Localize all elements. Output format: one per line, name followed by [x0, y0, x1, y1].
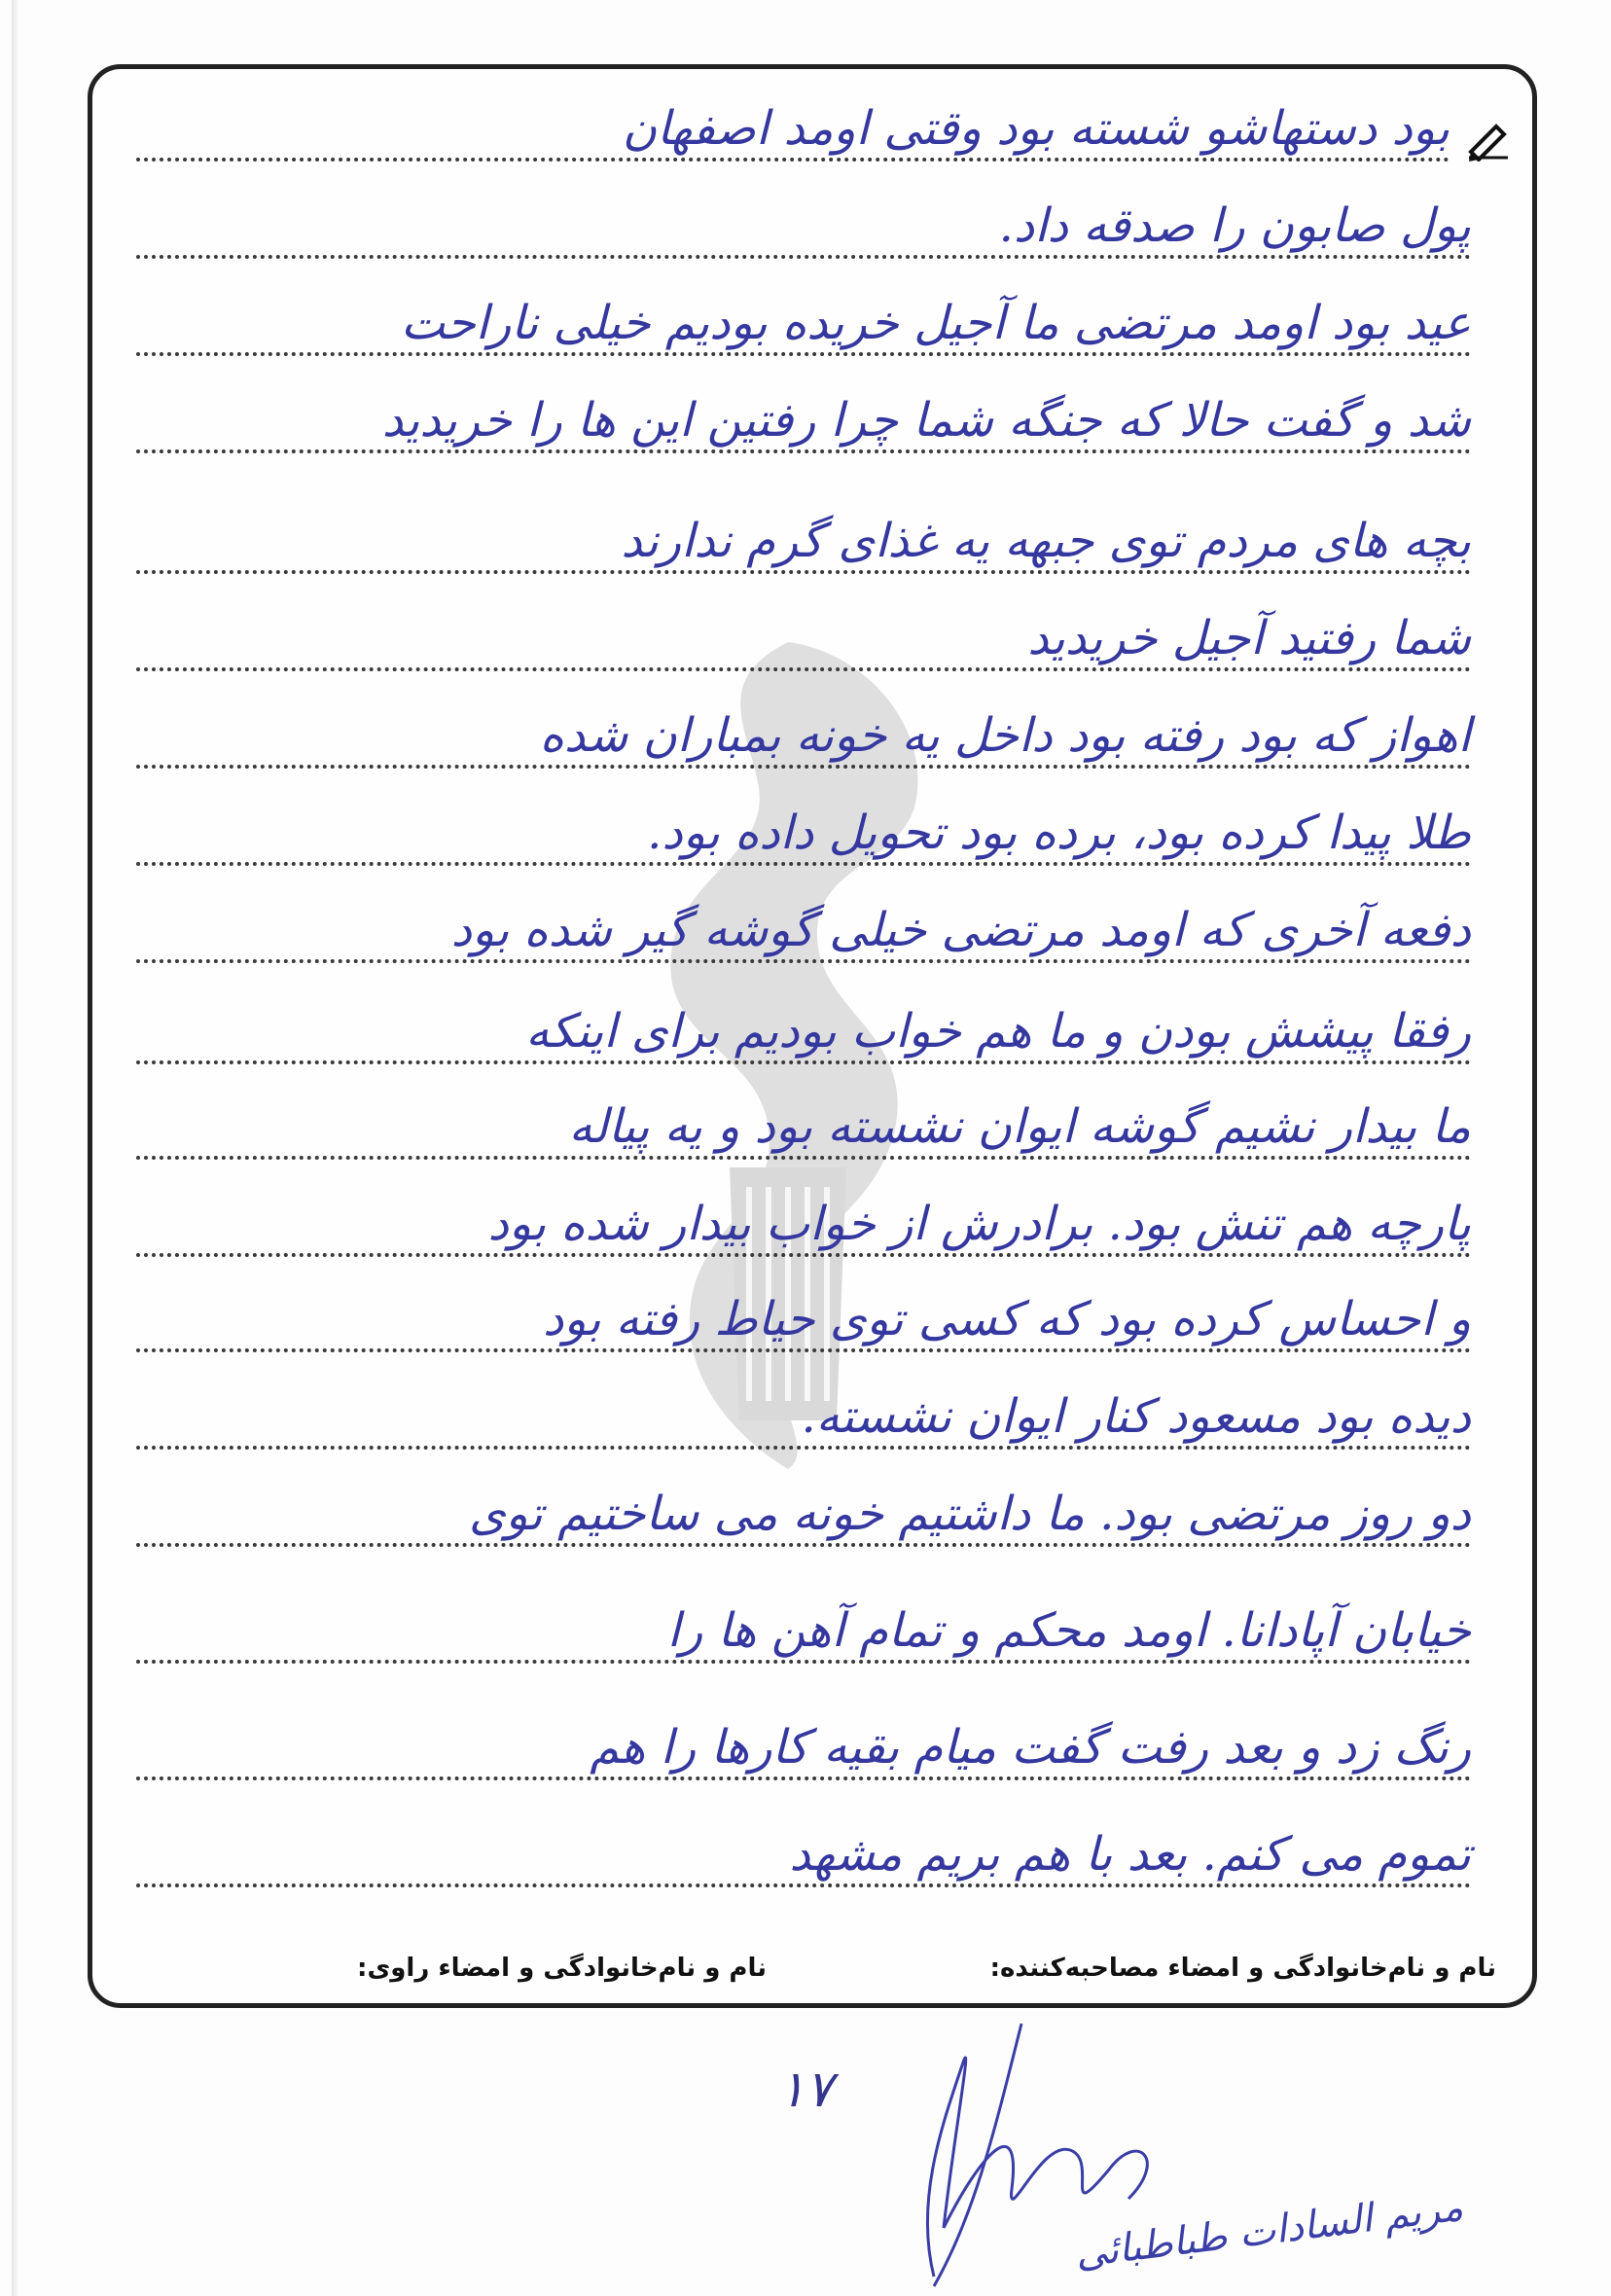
- handwritten-line: رنگ زد و بعد رفت گفت میام بقیه کارها را هم: [136, 1683, 1471, 1780]
- handwritten-line: دفعه آخری که اومد مرتضی خیلی گوشه گیر شده بود: [136, 866, 1471, 963]
- handwritten-line: پارچه هم تنش بود. برادرش از خواب بیدار شده بود: [136, 1160, 1471, 1257]
- handwritten-line: تموم می کنم. بعد با هم بریم مشهد: [136, 1790, 1471, 1887]
- handwritten-line: شد و گفت حالا که جنگه شما چرا رفتین این ها را خریدید: [136, 356, 1471, 453]
- handwritten-line: رفقا پیشش بودن و ما هم خواب بودیم برای اینکه: [136, 967, 1471, 1064]
- handwritten-line: شما رفتید آجیل خریدید: [136, 574, 1471, 671]
- page-number: ۱۷: [778, 2061, 833, 2119]
- handwritten-line: پول صابون را صدقه داد.: [136, 161, 1471, 259]
- handwritten-line: عید بود اومد مرتضی ما آجیل خریده بودیم خیلی ناراحت: [136, 259, 1471, 356]
- handwritten-line: دو روز مرتضی بود. ما داشتیم خونه می ساختیم توی: [136, 1450, 1471, 1547]
- narrator-signature-label: نام و نام‌خانوادگی و امضاء راوی:: [357, 1954, 767, 1983]
- page-edge-shadow: [12, 0, 18, 2296]
- handwritten-line: بچه های مردم توی جبهه یه غذای گرم ندارند: [136, 477, 1471, 574]
- handwritten-line: خیابان آپادانا. اومد محکم و تمام آهن ها را: [136, 1566, 1471, 1664]
- handwritten-line: و احساس کرده بود که کسی توی حیاط رفته بود: [136, 1255, 1471, 1352]
- handwritten-line: طلا پیدا کرده بود، برده بود تحویل داده بود.: [136, 769, 1471, 866]
- interviewer-signature-label: نام و نام‌خانوادگی و امضاء مصاحبه‌کننده:: [989, 1954, 1496, 1983]
- handwritten-line: بود دستهاشو شسته بود وقتی اومد اصفهان: [136, 64, 1450, 161]
- handwritten-line: ما بیدار نشیم گوشه ایوان نشسته بود و یه پیاله: [136, 1062, 1471, 1160]
- handwritten-line: دیده بود مسعود کنار ایوان نشسته.: [136, 1352, 1471, 1450]
- handwritten-line: اهواز که بود رفته بود داخل یه خونه بمباران شده: [136, 671, 1471, 769]
- signature-name: مریم السادات طباطبائی: [1072, 2184, 1466, 2278]
- pen-icon: [1467, 119, 1510, 161]
